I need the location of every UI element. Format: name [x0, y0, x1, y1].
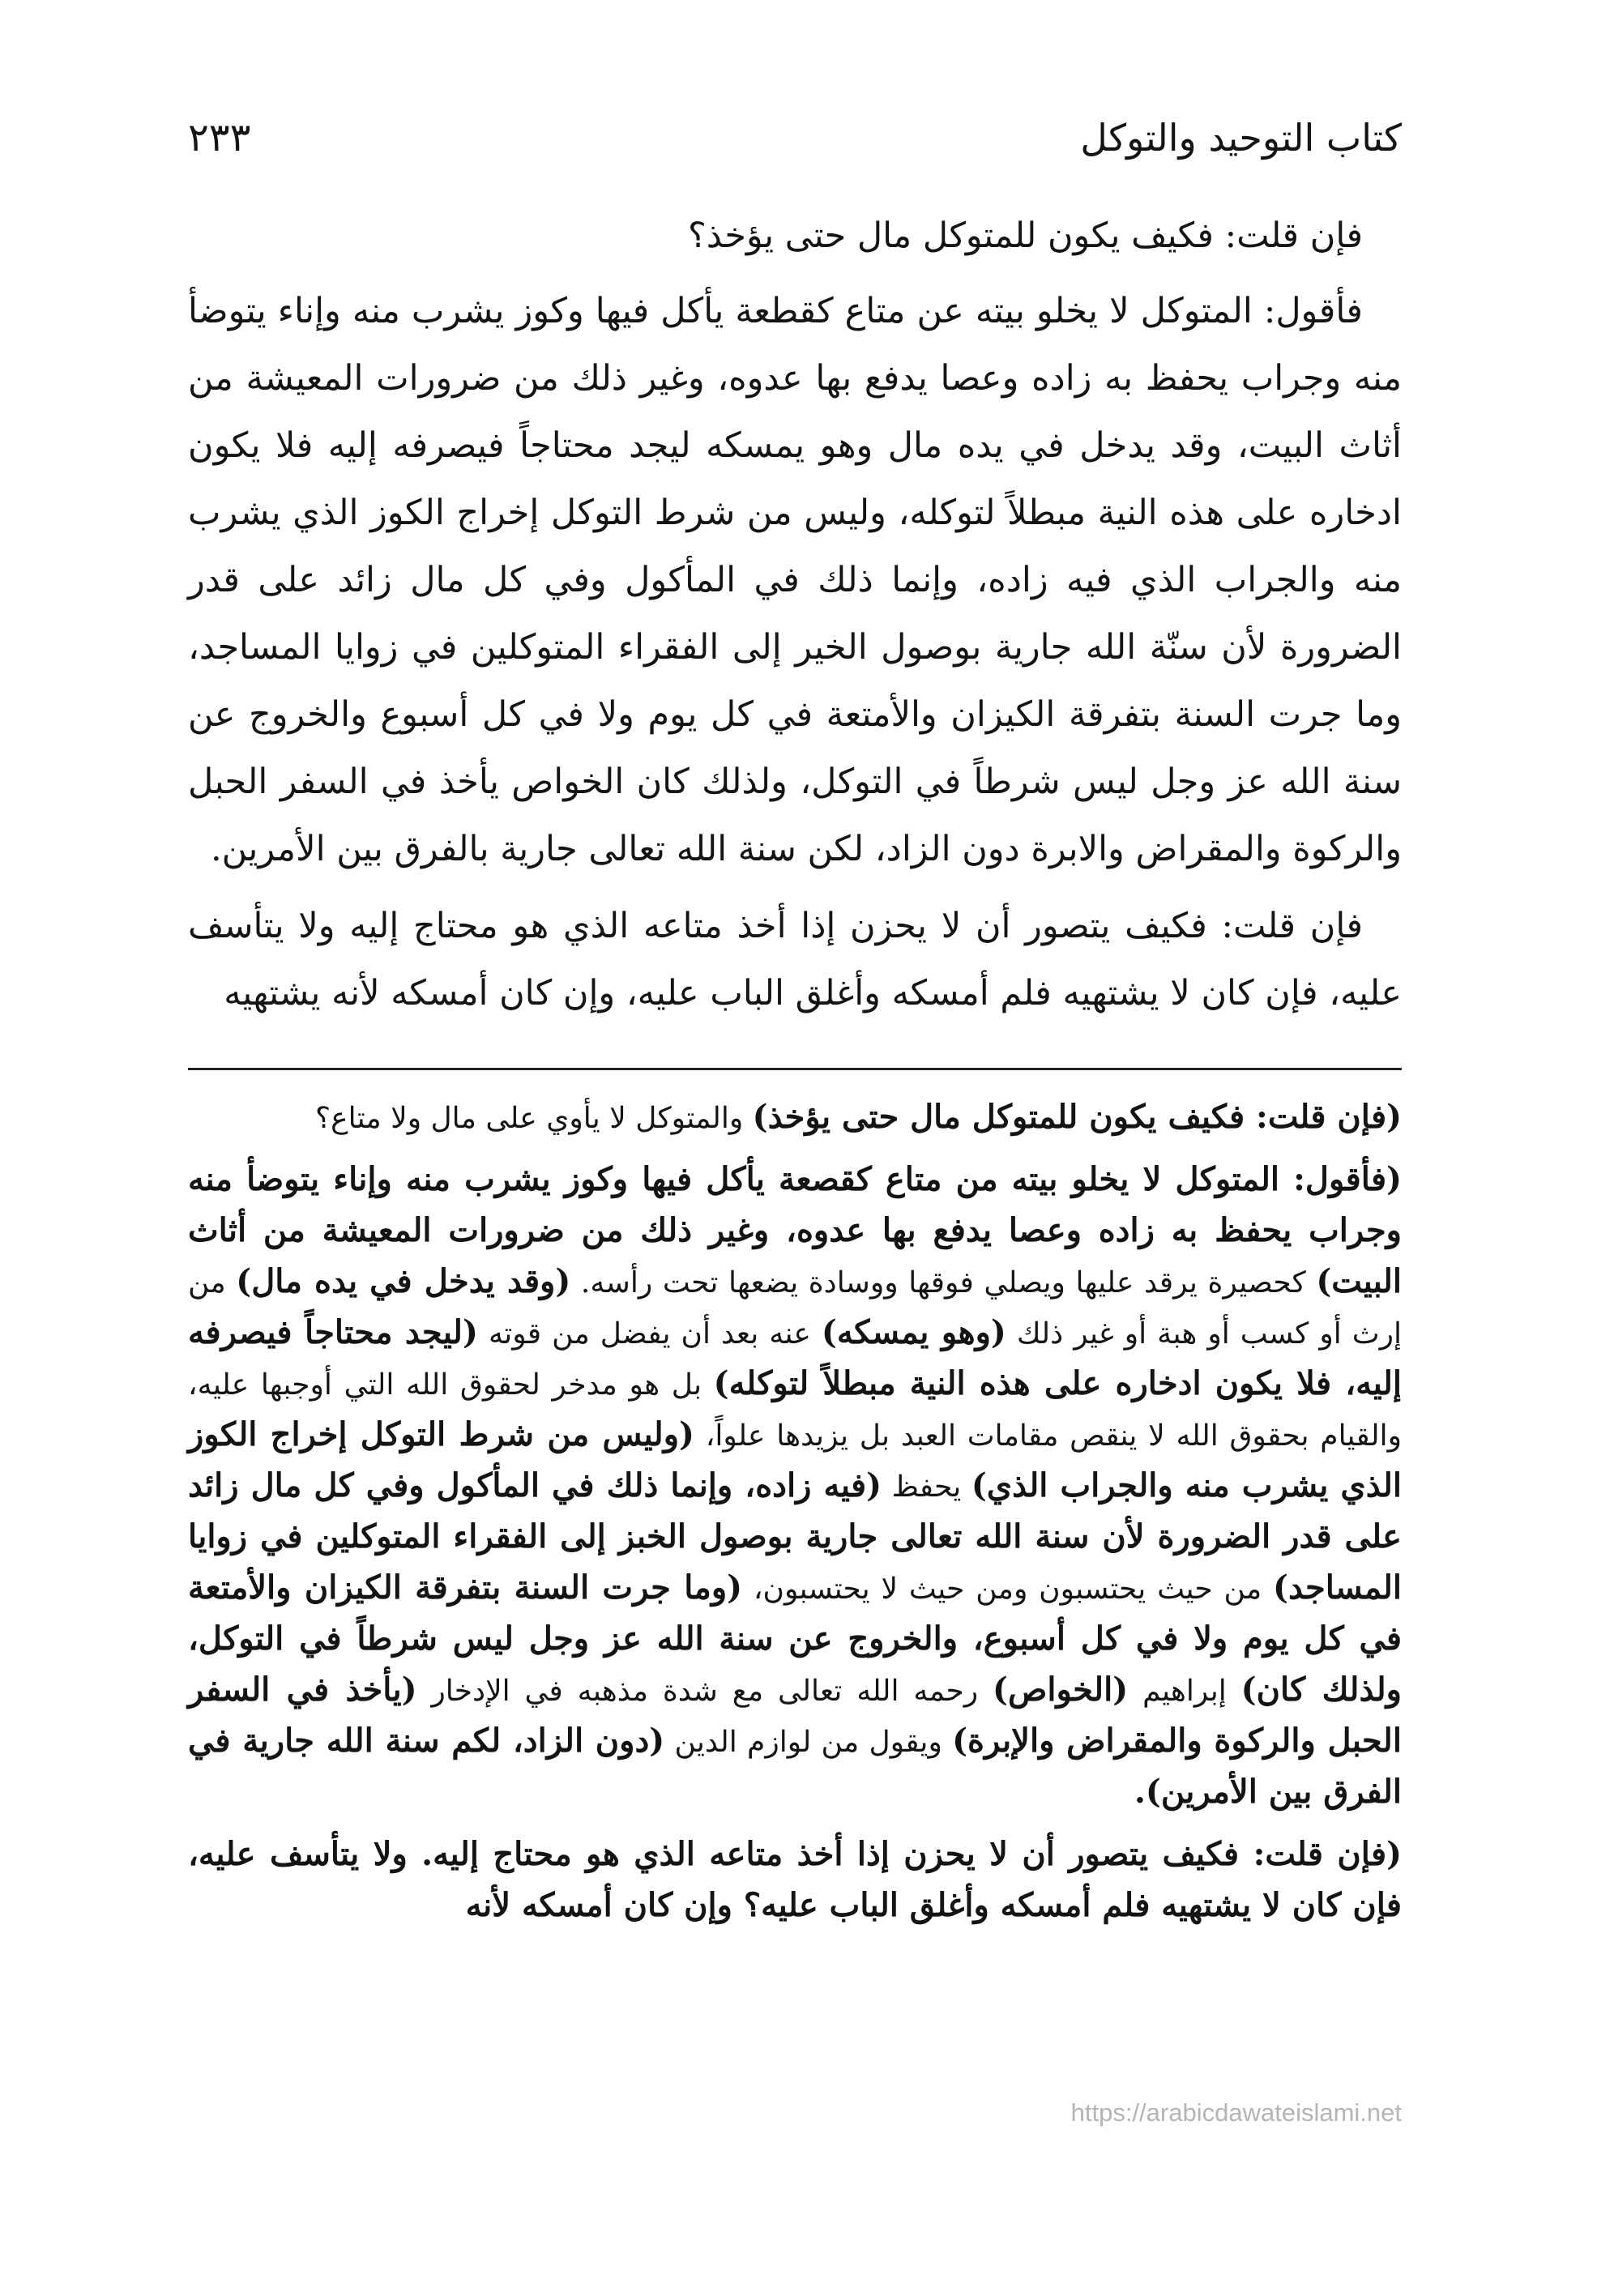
gloss-text: ويقول من لوازم الدين — [664, 1726, 953, 1759]
running-title: كتاب التوحيد والتوكل — [1080, 116, 1402, 160]
gloss-text: إبراهيم — [1128, 1675, 1241, 1708]
gloss-text: والمتوكل لا يأوي على مال ولا متاع؟ — [315, 1102, 753, 1135]
main-text — [188, 203, 1402, 1037]
quoted-text: (وهو يمسكه) — [821, 1313, 1006, 1351]
separator-rule — [188, 1068, 1402, 1070]
quoted-text: (فإن قلت: فكيف يتصور أن لا يحزن إذا أخذ متاعه الذي هو محتاج إليه. ولا يتأسف عليه، فإن كان لا يشتهيه فلم أمسكه وأغلق الباب عليه؟ وإن كان أمسكه لأنه — [188, 1835, 1402, 1924]
gloss-text: يحفظ — [882, 1470, 971, 1504]
quoted-text: (وليس من شرط التوكل إخراج الكوز الذي يشرب منه والجراب الذي) — [188, 1415, 1402, 1504]
gloss-text: عنه بعد أن يفضل من قوته — [477, 1317, 822, 1351]
quoted-text: (فأقول: المتوكل لا يخلو بيته من متاع كقصعة يأكل فيها وكوز يشرب منه وإناء يتوضأ منه وجراب يحفظ به زاده وعصا يدفع بها عدوه، وغير ذلك من ضرورات المعيشة من أثاث البيت) — [188, 1160, 1403, 1300]
page-header — [188, 97, 1402, 178]
main-paragraph: فإن قلت: فكيف يتصور أن لا يحزن إذا أخذ متاعه الذي هو محتاج إليه ولا يتأسف عليه، فإن كان لا يشتهيه فلم أمسكه وأغلق الباب عليه، وإن كان أمسكه لأنه يشتهيه — [188, 906, 1402, 1014]
quoted-text: (دون الزاد، لكم سنة الله جارية في الفرق بين الأمرين). — [188, 1722, 1402, 1811]
page-number: ٢٣٣ — [188, 115, 251, 160]
quoted-text: (الخواص) — [993, 1671, 1129, 1709]
quoted-text: (وقد يدخل في يده مال) — [236, 1262, 571, 1300]
commentary-paragraph — [188, 1092, 1402, 1143]
gloss-text: بل هو مدخر لحقوق الله التي أوجبها عليه، والقيام بحقوق الله لا ينقص مقامات العبد بل يزيدها علواً، — [188, 1368, 1402, 1453]
quoted-text: (ليجد محتاجاً فيصرفه إليه، فلا يكون ادخاره على هذه النية مبطلاً لتوكله) — [188, 1313, 1402, 1402]
main-paragraph: فإن قلت: فكيف يكون للمتوكل مال حتى يؤخذ؟ — [687, 216, 1363, 256]
gloss-text: من إرث أو كسب أو هبة أو غير ذلك — [188, 1266, 1403, 1351]
commentary-paragraph — [188, 1829, 1402, 1931]
commentary-text — [188, 1092, 1402, 1943]
main-paragraph: فأقول: المتوكل لا يخلو بيته عن متاع كقطعة يأكل فيها وكوز يشرب منه وإناء يتوضأ منه وجراب يحفظ به زاده وعصا يدفع بها عدوه، وغير ذلك من ضرورات المعيشة من أثاث البيت، وقد يدخل في يده مال وهو يمسكه ليجد محتاجاً فيصرفه إليه فلا يكون ادخاره على هذه النية مبطلاً لتوكله، وليس من شرط التوكل إخراج الكوز الذي يشرب منه والجراب الذي فيه زاده، وإنما ذلك في المأكول وفي كل مال زائد على قدر الضرورة لأن سنّة الله جارية بوصول الخير إلى الفقراء المتوكلين في زوايا المساجد، وما جرت السنة بتفرقة الكيزان والأمتعة في كل يوم ولا في كل أسبوع والخروج عن سنة الله عز وجل ليس شرطاً في التوكل، ولذلك كان الخواص يأخذ في السفر الحبل والركوة والمقراض والابرة دون الزاد، لكن سنة الله تعالى جارية بالفرق بين الأمرين. — [188, 291, 1402, 869]
watermark-url: https://arabicdawateislami.net — [1070, 2098, 1402, 2127]
quoted-text: (يأخذ في السفر الحبل والركوة والمقراض والإبرة) — [188, 1671, 1402, 1760]
quoted-text: (وما جرت السنة بتفرقة الكيزان والأمتعة في كل يوم ولا في كل أسبوع، والخروج عن سنة الله عز وجل ليس شرطاً في التوكل، ولذلك كان) — [188, 1568, 1402, 1709]
gloss-text: من حيث يحتسبون ومن حيث لا يحتسبون، — [742, 1573, 1274, 1606]
gloss-text: رحمه الله تعالى مع شدة مذهبه في الإدخار — [416, 1675, 993, 1708]
commentary-paragraph — [188, 1154, 1402, 1818]
quoted-text: (فيه زاده، وإنما ذلك في المأكول وفي كل مال زائد على قدر الضرورة لأن سنة الله تعالى جارية بوصول الخبز إلى الفقراء المتوكلين في زوايا المساجد) — [188, 1466, 1402, 1607]
quoted-text: (فإن قلت: فكيف يكون للمتوكل مال حتى يؤخذ) — [752, 1098, 1402, 1136]
gloss-text: كحصيرة يرقد عليها ويصلي فوقها ووسادة يضعها تحت رأسه. — [570, 1266, 1317, 1300]
